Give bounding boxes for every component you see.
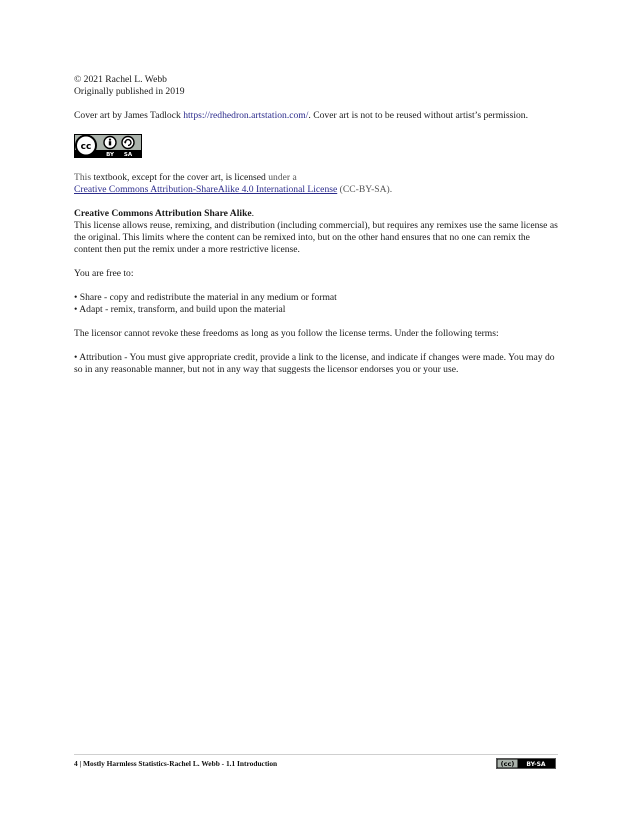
cover-art-notice: . Cover art is not to be reused without artist’s permission. — [308, 110, 528, 121]
cover-art-text: Cover art by James Tadlock — [74, 110, 184, 121]
free-to-intro: You are free to: — [74, 268, 134, 279]
cc-section: Creative Commons Attribution Share Alike. This license allows reuse, remixing, and distribution (including commercial), but requires any remixes use the same license as the original. This limits where the content can be remixed into, but on the other hand ensures that no one can remix the content then put the remix under a more restrictive license. — [74, 208, 558, 255]
copyright-line: © 2021 Rachel L. Webb — [74, 74, 167, 85]
cc-icon — [76, 136, 96, 156]
copyright-block — [74, 74, 558, 98]
license-suffix: (CC-BY-SA). — [337, 184, 393, 195]
footer-badge-label: BY-SA — [526, 761, 546, 768]
cover-art-credit — [74, 110, 558, 122]
artist-link[interactable]: https://redhedron.artstation.com/ — [183, 110, 309, 121]
terms-intro: The licensor cannot revoke these freedoms as long as you follow the license terms. Under the following terms: — [74, 328, 499, 339]
cc-description: This license allows reuse, remixing, and distribution (including commercial), but requires any remixes use the same license as the original. This limits where the content can be remixed into, but on the other hand ensures that no one can remix the content then put the remix under a more restrictive license. — [74, 220, 558, 255]
license-link[interactable]: Creative Commons Attribution-ShareAlike 4.0 International License — [74, 184, 338, 195]
freedoms-list — [74, 292, 558, 316]
cc-badge-graphic — [75, 135, 141, 157]
license-text: textbook, except for the cover art, is licensed — [91, 172, 269, 183]
license-statement — [74, 172, 558, 196]
page-content — [74, 74, 558, 388]
page-footer — [74, 754, 558, 773]
terms-intro-block — [74, 328, 558, 340]
attribution-term: • Attribution - You must give appropriate credit, provide a link to the license, and indicate if changes were made. You may do so in any reasonable manner, but not in any way that suggests the licensor endorses you or your use. — [74, 352, 555, 375]
free-to-intro-block — [74, 268, 558, 280]
badge-by-label: BY — [106, 152, 114, 157]
list-item-adapt: • Adapt - remix, transform, and build upon the material — [74, 304, 286, 315]
list-item-share: • Share - copy and redistribute the material in any medium or format — [74, 292, 337, 303]
footer-cc-icon: (cc) — [500, 760, 515, 769]
attribution-icon — [104, 137, 116, 149]
cc-by-sa-badge[interactable] — [74, 134, 142, 158]
footer-text: 4 | Mostly Harmless Statistics-Rachel L. Webb - 1.1 Introduction — [74, 759, 278, 768]
footer-cc-badge[interactable] — [496, 758, 556, 769]
cc-heading: Creative Commons Attribution Share Alike — [74, 208, 252, 219]
svg-text:cc: cc — [80, 142, 92, 152]
license-this: This — [74, 172, 92, 183]
share-alike-icon — [122, 137, 134, 149]
badge-sa-label: SA — [123, 152, 133, 157]
attribution-term-block — [74, 352, 558, 376]
publication-line: Originally published in 2019 — [74, 86, 185, 97]
license-under: under a — [268, 172, 297, 183]
